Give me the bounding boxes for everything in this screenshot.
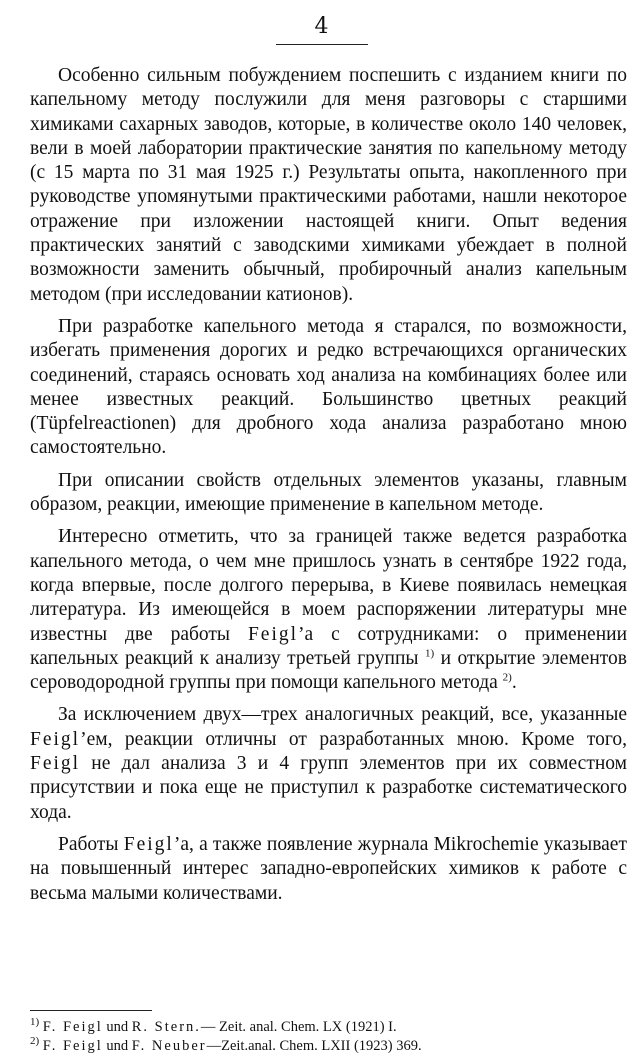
paragraph-5-text-3: не дал анализа 3 и 4 групп элементов при их совместном присутствии и пока еще не приступил к разработке систематического хода. <box>30 753 627 823</box>
paragraph-2: При разработке капельного метода я старался, по возможности, избегать применения дорогих и редко встречающихся органических соединений, стараясь основать ход анализа на комбинациях более или менее известных реакций. Большинство цветных реакций (Tüpfelreactionen) для дробного хода анализа разработано мною самостоятельно. <box>30 315 627 459</box>
footnote-author: F. Feigl <box>42 1038 103 1054</box>
paragraph-1: Особенно сильным побуждением поспешить с изданием книги по капельному методу послужили для меня разговоры с старшими химиками сахарных заводов, которые, в количестве около 140 человек, вели в моей лаборатории практические занятия по капельному методу (с 15 марта по 31 мая 1925 г.) Результаты опыта, накопленного при руководстве упомянутыми практическими работами, нашли некоторое отражение при изложении настоящей книги. Опыт ведения практических занятий с заводскими химиками убеждает в полной возможности заменить обычный, пробирочный анализ капельным методом (при исследовании катионов). <box>30 65 627 305</box>
footnote-marker: 1) <box>30 1016 40 1029</box>
paragraph-6-text-1: Работы <box>58 833 119 855</box>
footnote-author: R. Stern. <box>131 1019 201 1035</box>
paragraph-3: При описании свойств отдельных элементов указаны, главным образом, реакции, имеющие применение в капельном методе. <box>30 469 627 516</box>
footnotes <box>30 1018 630 1056</box>
paragraph-4-text-4: . <box>511 672 517 694</box>
header-rule <box>276 44 368 45</box>
footnote-2 <box>30 1037 630 1056</box>
footnote-joiner: und <box>106 1038 129 1054</box>
author-name: Feigl <box>247 623 299 645</box>
paragraph-6 <box>30 833 627 906</box>
footnote-1 <box>30 1018 630 1037</box>
paragraph-5-text-2: ’ем, реакции отличны от разработанных мною. Кроме того, <box>80 728 627 750</box>
author-name: Feigl <box>30 728 81 750</box>
paragraph-4-text-3: и открытие элементов сероводородной группы при помощи капельного метода <box>30 647 627 694</box>
paragraph-4-text-1: Интересно отметить, что за границей также ведется разработка капельного метода, о чем мне пришлось узнать в сентябре 1922 года, когда впервые, после долгого перерыва, в Киеве появилась немецкая литература. Из имеющейся в моем распоряжении литературы мне известны две работы <box>30 526 627 645</box>
paragraph-4 <box>30 525 627 695</box>
footnote-citation: —Zeit.anal. Chem. LXII (1923) 369. <box>206 1038 422 1054</box>
paragraph-5 <box>30 703 627 824</box>
footnote-author: F. Neuber <box>131 1038 207 1054</box>
footnote-citation: — Zeit. anal. Chem. LX (1921) I. <box>200 1019 397 1035</box>
footnote-ref-1: 1) <box>424 647 435 660</box>
paragraph-5-text-1: За исключением двух—трех аналогичных реакций, все, указанные <box>58 704 627 726</box>
footnote-joiner: und <box>106 1019 129 1035</box>
author-name: Feigl <box>123 833 174 855</box>
page-number: 4 <box>314 14 329 39</box>
footnote-marker: 2) <box>30 1035 40 1048</box>
footnote-author: F. Feigl <box>42 1019 103 1035</box>
author-name: Feigl <box>30 753 81 775</box>
paragraph-6-text-2: ’а, а также появление журнала Mikrochemie указывает на повышенный интерес западно-европейских химиков к работе с весьма малыми количествами. <box>30 833 627 904</box>
footnote-rule <box>30 1010 152 1011</box>
body-text <box>30 64 627 914</box>
paragraph-4-text-2: ’а с сотрудниками: о применении капельных реакций к анализу третьей группы <box>30 623 628 669</box>
footnote-ref-2: 2) <box>502 671 512 684</box>
